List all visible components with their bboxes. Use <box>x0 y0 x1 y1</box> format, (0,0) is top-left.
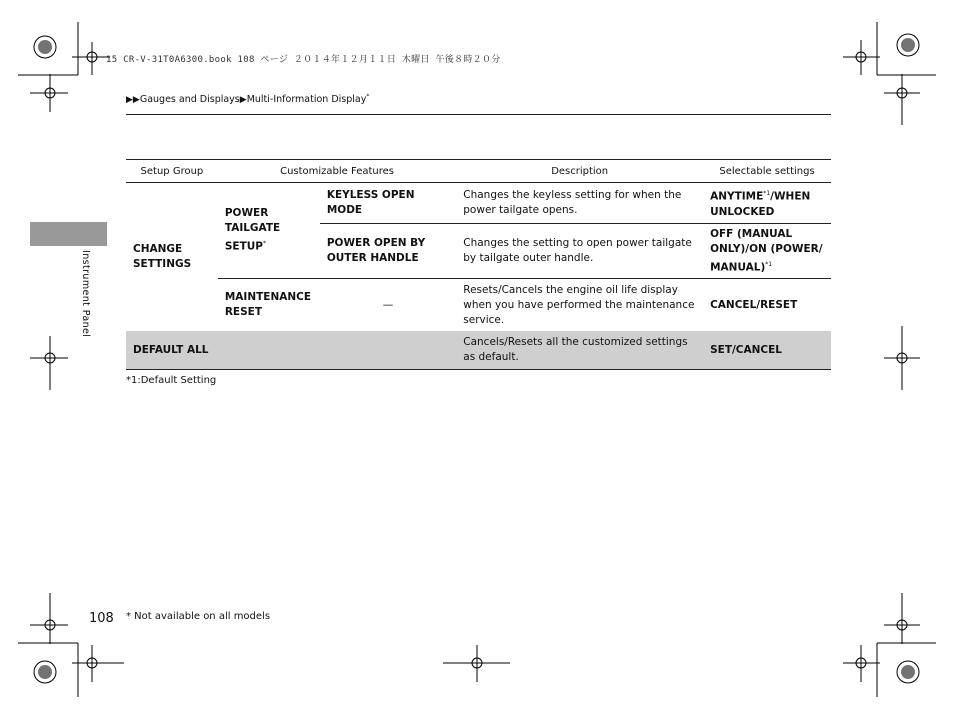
table-row <box>126 279 831 332</box>
header-selectable-settings: Selectable settings <box>703 160 831 183</box>
settings-cell: CANCEL/RESET <box>703 279 831 332</box>
header-setup-group: Setup Group <box>126 160 218 183</box>
table-header-row <box>126 160 831 183</box>
description-cell: Cancels/Resets all the customized settings as default. <box>456 331 703 370</box>
feature-keyless-open-mode: KEYLESS OPEN MODE <box>326 188 415 216</box>
feature-none: — <box>320 279 456 332</box>
header-rule <box>126 114 831 115</box>
page-number: 108 <box>89 611 114 626</box>
group-default-all: DEFAULT ALL <box>126 331 218 370</box>
not-all-models-mark: * <box>262 240 266 248</box>
table-row <box>126 331 831 370</box>
breadcrumb <box>126 93 369 105</box>
breadcrumb-section: Gauges and Displays <box>139 94 240 106</box>
breadcrumb-page: Multi-Information Display <box>246 94 367 106</box>
header-customizable-features: Customizable Features <box>218 160 456 183</box>
default-mark: *1 <box>763 190 771 197</box>
default-mark: *1 <box>765 260 773 268</box>
settings-table <box>126 159 831 370</box>
availability-note: * Not available on all models <box>126 611 271 622</box>
footnote: *1:Default Setting <box>126 375 217 386</box>
table-row <box>126 183 831 224</box>
breadcrumb-separator: ▶ <box>239 95 247 106</box>
side-tab <box>30 222 107 246</box>
breadcrumb-arrows: ▶▶ <box>126 95 140 106</box>
description-cell: Resets/Cancels the engine oil life display when you have performed the maintenance service. <box>456 279 703 332</box>
subgroup-maintenance-reset: MAINTENANCE RESET <box>218 279 320 332</box>
group-change-settings: CHANGE SETTINGS <box>133 243 192 270</box>
side-tab-label: Instrument Panel <box>80 250 91 338</box>
empty-feature-cell <box>218 331 456 370</box>
description-cell: Changes the keyless setting for when the power tailgate opens. <box>463 188 682 216</box>
breadcrumb-asterisk: * <box>366 93 370 100</box>
header-description: Description <box>456 160 703 183</box>
feature-power-open-outer-handle: POWER OPEN BY OUTER HANDLE <box>320 223 456 279</box>
description-cell: Changes the setting to open power tailgate by tailgate outer handle. <box>456 223 703 279</box>
settings-cell: OFF (MANUAL ONLY)/ON (POWER/ MANUAL)$^{*1}$ <box>703 223 831 279</box>
settings-cell: SET/CANCEL <box>703 331 831 370</box>
print-header: 15 CR-V-31T0A6300.book 108 ページ ２０１４年１２月１１日 木曜日 午後８時２０分 <box>106 55 501 65</box>
subgroup-power-tailgate: POWER TAILGATE SETUP* <box>224 207 281 253</box>
settings-cell: ANYTIME$^{*1}$/WHEN UNLOCKED <box>710 190 811 218</box>
